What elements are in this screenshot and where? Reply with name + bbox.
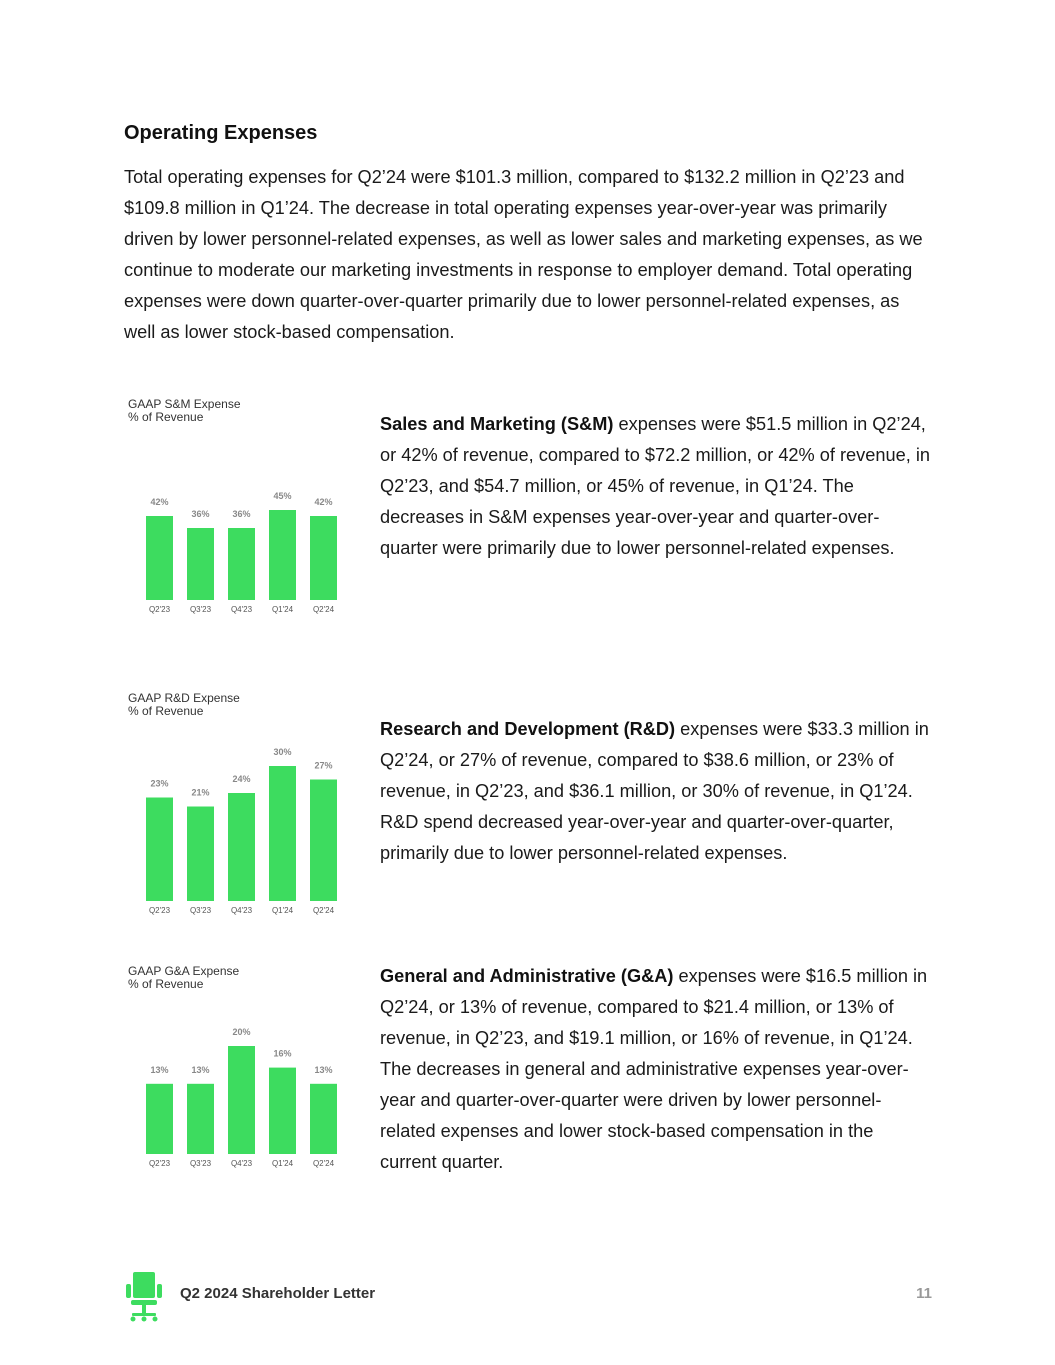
bar-q224: [310, 1084, 337, 1154]
rd-paragraph: [380, 714, 930, 869]
bar-q223: [146, 1084, 173, 1154]
bar-q224: [310, 516, 337, 600]
bar-value-label: 13%: [150, 1064, 169, 1075]
bar-value-label: 36%: [191, 509, 210, 519]
x-tick-label: Q3'23: [189, 1159, 212, 1168]
x-tick-label: Q3'23: [189, 605, 212, 614]
bar-value-label: 21%: [191, 787, 210, 798]
section-heading: Operating Expenses: [124, 122, 318, 144]
bar-value-label: 13%: [191, 1064, 210, 1075]
intro-paragraph: Total operating expenses for Q2’24 were $101.3 million, compared to $132.2 million in Q2’23 and $109.8 million in Q1’24. The decrease in total operating expenses year-over-year was primarily driven by lower personnel-related expenses, as well as lower sales and marketing expenses, as we continue to moderate our marketing investments in response to employer demand. Total operating expenses were down quarter-over-quarter primarily due to lower personnel-related expenses, as well as lower stock-based compensation.: [124, 167, 923, 342]
ga-paragraph: [380, 961, 930, 1178]
rd-chart-title: [128, 692, 240, 718]
x-tick-label: Q2'23: [148, 906, 171, 915]
bar-value-label: 24%: [232, 774, 251, 784]
sm-chart-title-line2: % of Revenue: [128, 410, 204, 424]
ga-expense-chart: [128, 994, 353, 1168]
x-tick-label: Q4'23: [230, 1159, 253, 1168]
rd-chart-title-line2: % of Revenue: [128, 704, 204, 718]
footer-title: Q2 2024 Shareholder Letter: [180, 1285, 376, 1302]
x-tick-label: Q4'23: [230, 906, 253, 915]
bar-q223: [146, 516, 173, 600]
ga-chart-title-line2: % of Revenue: [128, 977, 204, 991]
sm-paragraph-heading: Sales and Marketing (S&M): [380, 414, 614, 434]
sm-expense-chart: [128, 440, 353, 614]
bar-value-label: 20%: [232, 1027, 251, 1037]
page-number: 11: [916, 1285, 932, 1302]
bar-q124: [269, 1068, 296, 1154]
ga-paragraph-heading: General and Administrative (G&A): [380, 966, 674, 986]
x-tick-label: Q1'24: [271, 605, 294, 614]
bar-q423: [228, 1046, 255, 1154]
x-tick-label: Q2'23: [148, 605, 171, 614]
chair-icon: [126, 1272, 162, 1322]
bar-q323: [187, 1084, 214, 1154]
x-tick-label: Q1'24: [271, 906, 294, 915]
ga-chart-title-line1: GAAP G&A Expense: [128, 964, 240, 978]
bar-q423: [228, 528, 255, 600]
ga-paragraph-body: expenses were $16.5 million in Q2’24, or 13% of revenue, compared to $21.4 million, or 13% of revenue, in Q2’23, and $19.1 million, or 16% of revenue, in Q1’24. The decreases in general and administrative expenses year-over-year and quarter-over-quarter were driven by lower personnel-related expenses and lower stock-based compensation in the current quarter.: [380, 966, 928, 1172]
x-tick-label: Q2'23: [148, 1159, 171, 1168]
sm-chart-title-line1: GAAP S&M Expense: [128, 397, 241, 411]
sm-paragraph-body: expenses were $51.5 million in Q2’24, or 42% of revenue, compared to $72.2 million, or 42% of revenue, in Q2’23, and $54.7 million, or 45% of revenue, in Q1’24. The decreases in S&M expenses year-over-year and quarter-over-quarter were primarily due to lower personnel-related expenses.: [380, 414, 930, 558]
bar-q224: [310, 780, 337, 902]
bar-value-label: 36%: [232, 509, 251, 519]
rd-paragraph-heading: Research and Development (R&D): [380, 719, 676, 739]
bar-value-label: 16%: [273, 1048, 292, 1059]
bar-value-label: 42%: [150, 497, 169, 507]
sm-paragraph: [380, 409, 930, 564]
bar-q323: [187, 807, 214, 902]
bar-value-label: 45%: [273, 491, 292, 501]
bar-value-label: 23%: [150, 778, 169, 789]
x-tick-label: Q3'23: [189, 906, 212, 915]
bar-q423: [228, 793, 255, 901]
rd-expense-chart: [128, 720, 353, 915]
bar-value-label: 42%: [314, 497, 333, 507]
bar-q223: [146, 798, 173, 902]
x-tick-label: Q2'24: [312, 906, 335, 915]
bar-value-label: 30%: [273, 747, 292, 757]
x-tick-label: Q2'24: [312, 1159, 335, 1168]
x-tick-label: Q4'23: [230, 605, 253, 614]
bar-value-label: 13%: [314, 1064, 333, 1075]
bar-q124: [269, 510, 296, 600]
bar-q124: [269, 766, 296, 901]
x-tick-label: Q1'24: [271, 1159, 294, 1168]
ga-chart-title: [128, 965, 239, 991]
rd-chart-title-line1: GAAP R&D Expense: [128, 691, 240, 705]
bar-value-label: 27%: [314, 760, 333, 771]
sm-chart-title: [128, 398, 241, 424]
x-tick-label: Q2'24: [312, 605, 335, 614]
rd-paragraph-body: expenses were $33.3 million in Q2’24, or 27% of revenue, compared to $38.6 million, or 23% of revenue, in Q2’23, and $36.1 million, or 30% of revenue, in Q1’24. R&D spend decreased year-over-year and quarter-over-quarter, primarily due to lower personnel-related expenses.: [380, 719, 929, 863]
bar-q323: [187, 528, 214, 600]
